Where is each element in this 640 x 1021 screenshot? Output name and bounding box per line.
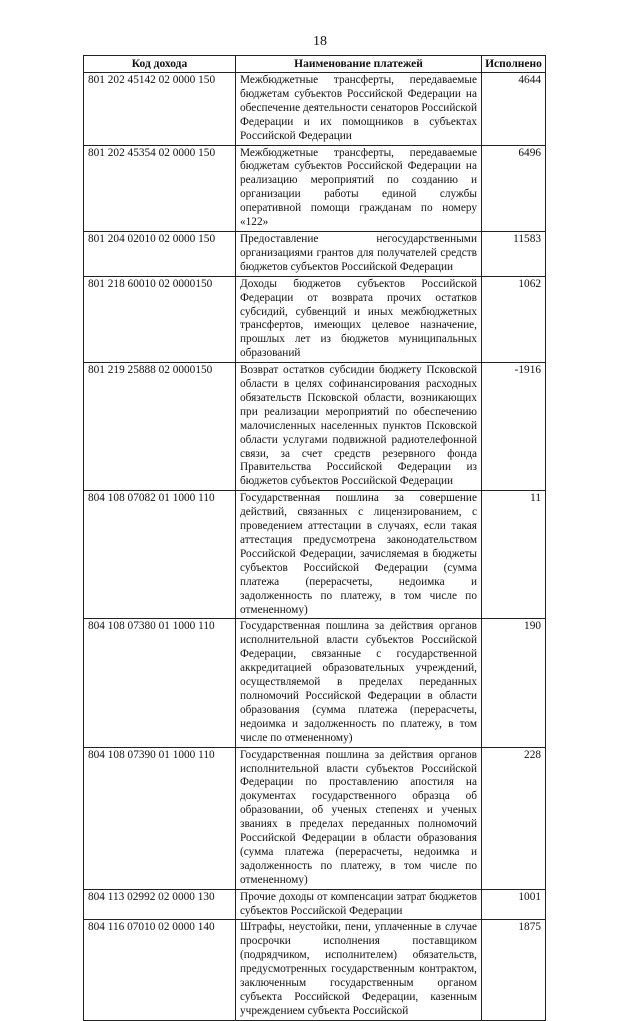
amount-executed: -1916 (482, 363, 546, 491)
table-row (84, 747, 546, 889)
payment-name: Государственная пошлина за совершение действий, связанных с лицензированием, с проведением аттестации в случаях, если такая аттестация предусмотрена законодательством Российской Федерации, зачисляемая в бюджеты субъектов Российской Федерации (сумма платежа (перерасчеты, недоимка и задолженность по платежу, в том числе по отмененному) (236, 491, 482, 619)
revenue-code: 801 218 60010 02 0000150 (84, 276, 236, 362)
revenue-code: 804 108 07380 01 1000 110 (84, 619, 236, 747)
revenue-code: 801 219 25888 02 0000150 (84, 363, 236, 491)
table-row (84, 276, 546, 362)
table-row (84, 889, 546, 920)
table-row (84, 619, 546, 747)
amount-executed: 11 (482, 491, 546, 619)
amount-executed: 1875 (482, 920, 546, 1020)
revenue-code: 804 113 02992 02 0000 130 (84, 889, 236, 920)
amount-executed: 4644 (482, 73, 546, 146)
table-row (84, 145, 546, 231)
table-row (84, 491, 546, 619)
payment-name: Межбюджетные трансферты, передаваемые бюджетам субъектов Российской Федерации на реализацию мероприятий по созданию и организации работы единой службы оперативной помощи гражданам по номеру «122» (236, 145, 482, 231)
payment-name: Предоставление негосударственными организациями грантов для получателей средств бюджетов субъектов Российской Федерации (236, 231, 482, 276)
payment-name: Государственная пошлина за действия органов исполнительной власти субъектов Российской Федерации по проставлению апостиля на документах государственного образца об образовании, об ученых степенях и ученых званиях в пределах переданных полномочий Российской Федерации в области образования (сумма платежа (перерасчеты, недоимка и задолженность по платежу, в том числе по отмененному) (236, 747, 482, 889)
amount-executed: 190 (482, 619, 546, 747)
table-row (84, 231, 546, 276)
header-code: Код дохода (84, 56, 236, 73)
table-row (84, 363, 546, 491)
header-amount: Исполнено (482, 56, 546, 73)
table-row (84, 920, 546, 1020)
header-name: Наименование платежей (236, 56, 482, 73)
payment-name: Прочие доходы от компенсации затрат бюджетов субъектов Российской Федерации (236, 889, 482, 920)
amount-executed: 228 (482, 747, 546, 889)
payment-name: Доходы бюджетов субъектов Российской Федерации от возврата прочих остатков субсидий, субвенций и иных межбюджетных трансфертов, имеющих целевое назначение, прошлых лет из бюджетов муниципальных образований (236, 276, 482, 362)
revenue-code: 801 204 02010 02 0000 150 (84, 231, 236, 276)
revenue-code: 801 202 45142 02 0000 150 (84, 73, 236, 146)
amount-executed: 11583 (482, 231, 546, 276)
revenue-code: 804 116 07010 02 0000 140 (84, 920, 236, 1020)
payment-name: Межбюджетные трансферты, передаваемые бюджетам субъектов Российской Федерации на обеспечение деятельности сенаторов Российской Федерации и их помощников в субъектах Российской Федерации (236, 73, 482, 146)
payment-name: Возврат остатков субсидии бюджету Псковской области в целях софинансирования расходных обязательств Псковской области, возникающих при реализации мероприятий по обеспечению малочисленных населенных пунктов Псковской области услугами подвижной радиотелефонной связи, за счет средств резервного фонда Правительства Российской Федерации из бюджетов субъектов Российской Федерации (236, 363, 482, 491)
table-header-row (84, 56, 546, 73)
page-number: 18 (313, 34, 327, 49)
revenue-code: 801 202 45354 02 0000 150 (84, 145, 236, 231)
payment-name: Штрафы, неустойки, пени, уплаченные в случае просрочки исполнения поставщиком (подрядчиком, исполнителем) обязательств, предусмотренных государственным контрактом, заключенным государственным органом субъекта Российской Федерации, казенным учреждением субъекта Российской (236, 920, 482, 1020)
table-row (84, 73, 546, 146)
revenue-code: 804 108 07082 01 1000 110 (84, 491, 236, 619)
amount-executed: 1001 (482, 889, 546, 920)
amount-executed: 1062 (482, 276, 546, 362)
amount-executed: 6496 (482, 145, 546, 231)
revenue-table (83, 55, 546, 1021)
payment-name: Государственная пошлина за действия органов исполнительной власти субъектов Российской Федерации, связанные с государственной аккредитацией образовательных учреждений, осуществляемой в пределах переданных полномочий Российской Федерации в области образования (сумма платежа (перерасчеты, недоимка и задолженность по платежу, в том числе по отмененному) (236, 619, 482, 747)
revenue-code: 804 108 07390 01 1000 110 (84, 747, 236, 889)
